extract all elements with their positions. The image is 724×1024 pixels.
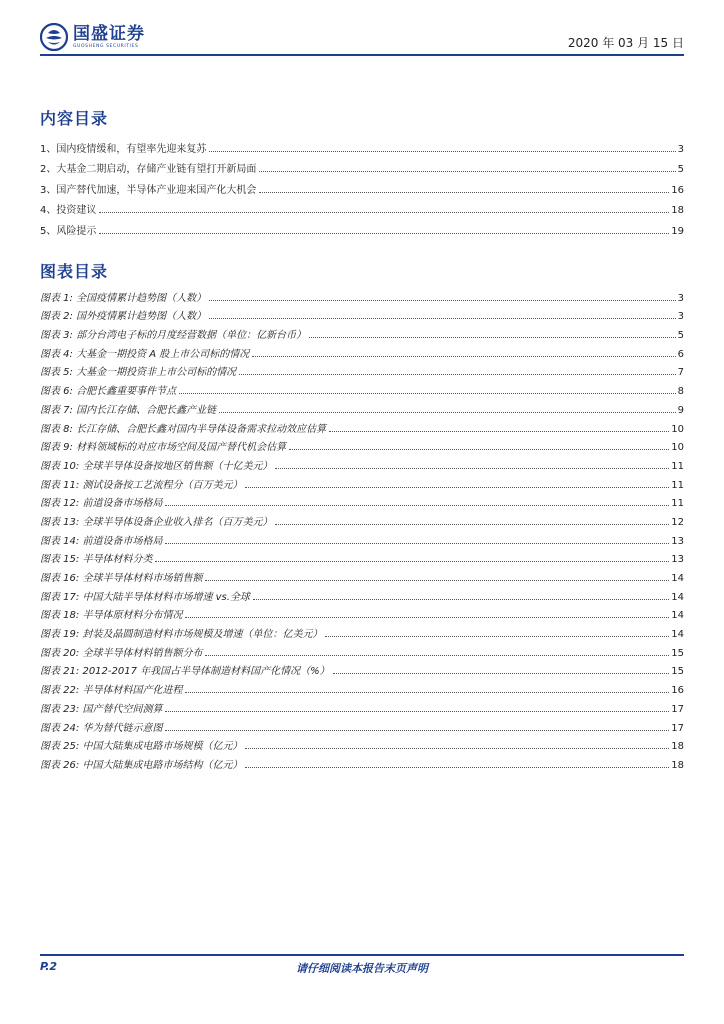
- figure-entry-page: 13: [671, 554, 684, 566]
- figure-entry[interactable]: [40, 341, 684, 360]
- figure-entry-page: 7: [677, 367, 684, 379]
- figure-entry[interactable]: [40, 453, 684, 472]
- figure-entry-page: 17: [671, 703, 684, 715]
- dot-leader: [209, 150, 675, 152]
- dot-leader: [275, 523, 669, 525]
- figure-entry-label: 图表 23: 国产替代空间测算: [40, 703, 163, 715]
- figure-entry[interactable]: [40, 360, 684, 379]
- dot-leader: [245, 747, 669, 749]
- figure-entry[interactable]: [40, 640, 684, 659]
- figure-entry-page: 3: [677, 292, 684, 304]
- dot-leader: [253, 598, 669, 600]
- figure-entry[interactable]: [40, 659, 684, 678]
- figure-entry-label: 图表 12: 前道设备市场格局: [40, 498, 163, 510]
- figure-entry-page: 8: [677, 386, 684, 398]
- figure-entry[interactable]: [40, 304, 684, 323]
- dot-leader: [209, 317, 676, 319]
- contents-entry[interactable]: [40, 155, 684, 176]
- dot-leader: [245, 766, 669, 768]
- figure-entry[interactable]: [40, 322, 684, 341]
- figure-entry-page: 3: [677, 311, 684, 323]
- figure-entry-page: 9: [677, 404, 684, 416]
- figure-entry-page: 12: [671, 516, 684, 528]
- logo-icon: [40, 23, 68, 51]
- figure-entry[interactable]: [40, 491, 684, 510]
- figure-entry-page: 18: [671, 741, 684, 753]
- dot-leader: [185, 616, 669, 618]
- figure-entry-label: 图表 10: 全球半导体设备按地区销售额（十亿美元）: [40, 460, 273, 472]
- contents-entry[interactable]: [40, 216, 684, 237]
- contents-entry[interactable]: [40, 196, 684, 217]
- dot-leader: [209, 299, 676, 301]
- figure-entry-label: 图表 25: 中国大陆集成电路市场规模（亿元）: [40, 741, 243, 753]
- figure-entry-label: 图表 4: 大基金一期投资 A 股上市公司标的情况: [40, 348, 250, 360]
- dot-leader: [165, 504, 669, 506]
- figure-entry-page: 17: [671, 722, 684, 734]
- figure-entry-page: 14: [671, 629, 684, 641]
- dot-leader: [99, 232, 669, 234]
- contents-entry-label: 4、投资建议: [40, 205, 97, 216]
- figure-entry[interactable]: [40, 677, 684, 696]
- figure-entry-label: 图表 26: 中国大陆集成电路市场结构（亿元）: [40, 759, 243, 771]
- dot-leader: [99, 211, 669, 213]
- dot-leader: [165, 729, 669, 731]
- figure-entry-page: 10: [671, 442, 684, 454]
- figure-entry-label: 图表 19: 封装及晶圆制造材料市场规模及增速（单位：亿美元）: [40, 629, 323, 641]
- figure-entry-page: 14: [671, 573, 684, 584]
- contents-entry-label: 5、风险提示: [40, 225, 97, 237]
- dot-leader: [155, 560, 669, 562]
- figure-entry-page: 13: [671, 535, 684, 547]
- contents-entry-page: 16: [671, 184, 684, 196]
- dot-leader: [219, 411, 676, 413]
- figure-entry-page: 10: [671, 423, 684, 435]
- figure-entry-page: 18: [671, 759, 684, 771]
- figure-entry-page: 15: [671, 666, 684, 678]
- logo-chinese-name: 国盛证券: [73, 23, 145, 44]
- dot-leader: [259, 191, 669, 193]
- figure-entry[interactable]: [40, 603, 684, 622]
- dot-leader: [165, 542, 669, 544]
- dot-leader: [329, 430, 669, 432]
- figure-entry-label: 图表 5: 大基金一期投资非上市公司标的情况: [40, 367, 237, 379]
- contents-list: [40, 134, 684, 237]
- figure-entry-label: 图表 20: 全球半导体材料销售额分布: [40, 647, 203, 659]
- figure-entry[interactable]: [40, 734, 684, 753]
- dot-leader: [325, 635, 669, 637]
- dot-leader: [333, 672, 670, 674]
- figure-entry-label: 图表 13: 全球半导体设备企业收入排名（百万美元）: [40, 516, 273, 528]
- figure-entry-page: 14: [671, 591, 684, 603]
- figure-entry[interactable]: [40, 696, 684, 715]
- figure-entry-label: 图表 16: 全球半导体材料市场销售额: [40, 573, 203, 584]
- figure-entry[interactable]: [40, 285, 684, 304]
- contents-entry-label: 3、国产替代加速，半导体产业迎来国产化大机会: [40, 184, 257, 196]
- figure-entry-label: 图表 15: 半导体材料分类: [40, 554, 153, 566]
- figure-entry[interactable]: [40, 416, 684, 435]
- figure-entry[interactable]: [40, 397, 684, 416]
- dot-leader: [252, 355, 675, 357]
- company-logo: [40, 20, 145, 54]
- dot-leader: [165, 710, 669, 712]
- figure-entry[interactable]: [40, 378, 684, 397]
- dot-leader: [239, 373, 676, 375]
- figure-entry-label: 图表 17: 中国大陆半导体材料市场增速 vs.全球: [40, 591, 250, 603]
- figure-entry[interactable]: [40, 715, 684, 734]
- contents-entry[interactable]: [40, 175, 684, 196]
- figure-entry-page: 11: [671, 479, 684, 491]
- figure-entry-page: 11: [671, 460, 684, 472]
- figure-entry-label: 图表 7: 国内长江存储、合肥长鑫产业链: [40, 404, 217, 416]
- figure-entry[interactable]: [40, 584, 684, 603]
- dot-leader: [179, 392, 676, 394]
- figure-entry[interactable]: [40, 752, 684, 771]
- figure-entry[interactable]: [40, 435, 684, 454]
- figure-entry-label: 图表 2: 国外疫情累计趋势图（人数）: [40, 311, 207, 323]
- footer-divider: [40, 954, 684, 956]
- dot-leader: [289, 448, 669, 450]
- figure-entry[interactable]: [40, 565, 684, 584]
- figure-entry-label: 图表 9: 材料领域标的对应市场空间及国产替代机会估算: [40, 442, 287, 454]
- dot-leader: [245, 486, 669, 488]
- contents-entry[interactable]: [40, 134, 684, 155]
- report-date: 2020 年 03 月 15 日: [567, 36, 684, 50]
- dot-leader: [205, 654, 669, 656]
- figure-entry-label: 图表 22: 半导体材料国产化进程: [40, 685, 183, 697]
- contents-entry-page: 3: [677, 143, 684, 155]
- figure-entry-label: 图表 24: 华为替代链示意图: [40, 722, 163, 734]
- figure-entry-page: 11: [671, 498, 684, 510]
- figure-entry[interactable]: [40, 621, 684, 640]
- figure-entry-label: 图表 1: 全国疫情累计趋势图（人数）: [40, 292, 207, 304]
- dot-leader: [205, 579, 669, 581]
- figures-list: [40, 285, 684, 771]
- figure-entry-label: 图表 8: 长江存储、合肥长鑫对国内半导体设备需求拉动效应估算: [40, 423, 327, 435]
- figure-entry[interactable]: [40, 472, 684, 491]
- figure-entry-page: 16: [671, 685, 684, 697]
- footer-disclaimer: 请仔细阅读本报告末页声明: [296, 962, 428, 975]
- figure-entry-label: 图表 21: 2012-2017 年我国占半导体制造材料国产化情况（%）: [40, 666, 330, 678]
- figure-entry-label: 图表 3: 部分台湾电子标的月度经营数据（单位：亿新台币）: [40, 330, 307, 342]
- contents-title: 内容目录: [40, 109, 109, 128]
- contents-entry-page: 19: [671, 225, 684, 237]
- figure-entry-page: 15: [671, 647, 684, 659]
- contents-entry-label: 2、大基金二期启动，存储产业链有望打开新局面: [40, 164, 257, 175]
- figure-entry-label: 图表 14: 前道设备市场格局: [40, 535, 163, 547]
- figure-entry-page: 6: [677, 348, 684, 360]
- figure-entry-label: 图表 6: 合肥长鑫重要事件节点: [40, 386, 177, 398]
- logo-english-name: GUOSHENG SECURITIES: [73, 43, 139, 49]
- page-number: P.2: [40, 960, 58, 973]
- figure-entry-page: 14: [671, 610, 684, 622]
- dot-leader: [185, 691, 669, 693]
- page-header: [40, 20, 684, 54]
- dot-leader: [275, 467, 669, 469]
- figure-entry[interactable]: [40, 528, 684, 547]
- contents-entry-label: 1、国内疫情缓和，有望率先迎来复苏: [40, 143, 207, 155]
- figure-entry[interactable]: [40, 547, 684, 566]
- dot-leader: [259, 170, 675, 172]
- header-divider: [40, 54, 684, 56]
- figure-entry[interactable]: [40, 509, 684, 528]
- dot-leader: [309, 336, 676, 338]
- figure-entry-label: 图表 18: 半导体原材料分布情况: [40, 610, 183, 622]
- figure-entry-page: 5: [677, 330, 684, 342]
- figures-title: 图表目录: [40, 262, 109, 281]
- contents-entry-page: 18: [671, 205, 684, 216]
- contents-entry-page: 5: [677, 164, 684, 175]
- figure-entry-label: 图表 11: 测试设备按工艺流程分（百万美元）: [40, 479, 243, 491]
